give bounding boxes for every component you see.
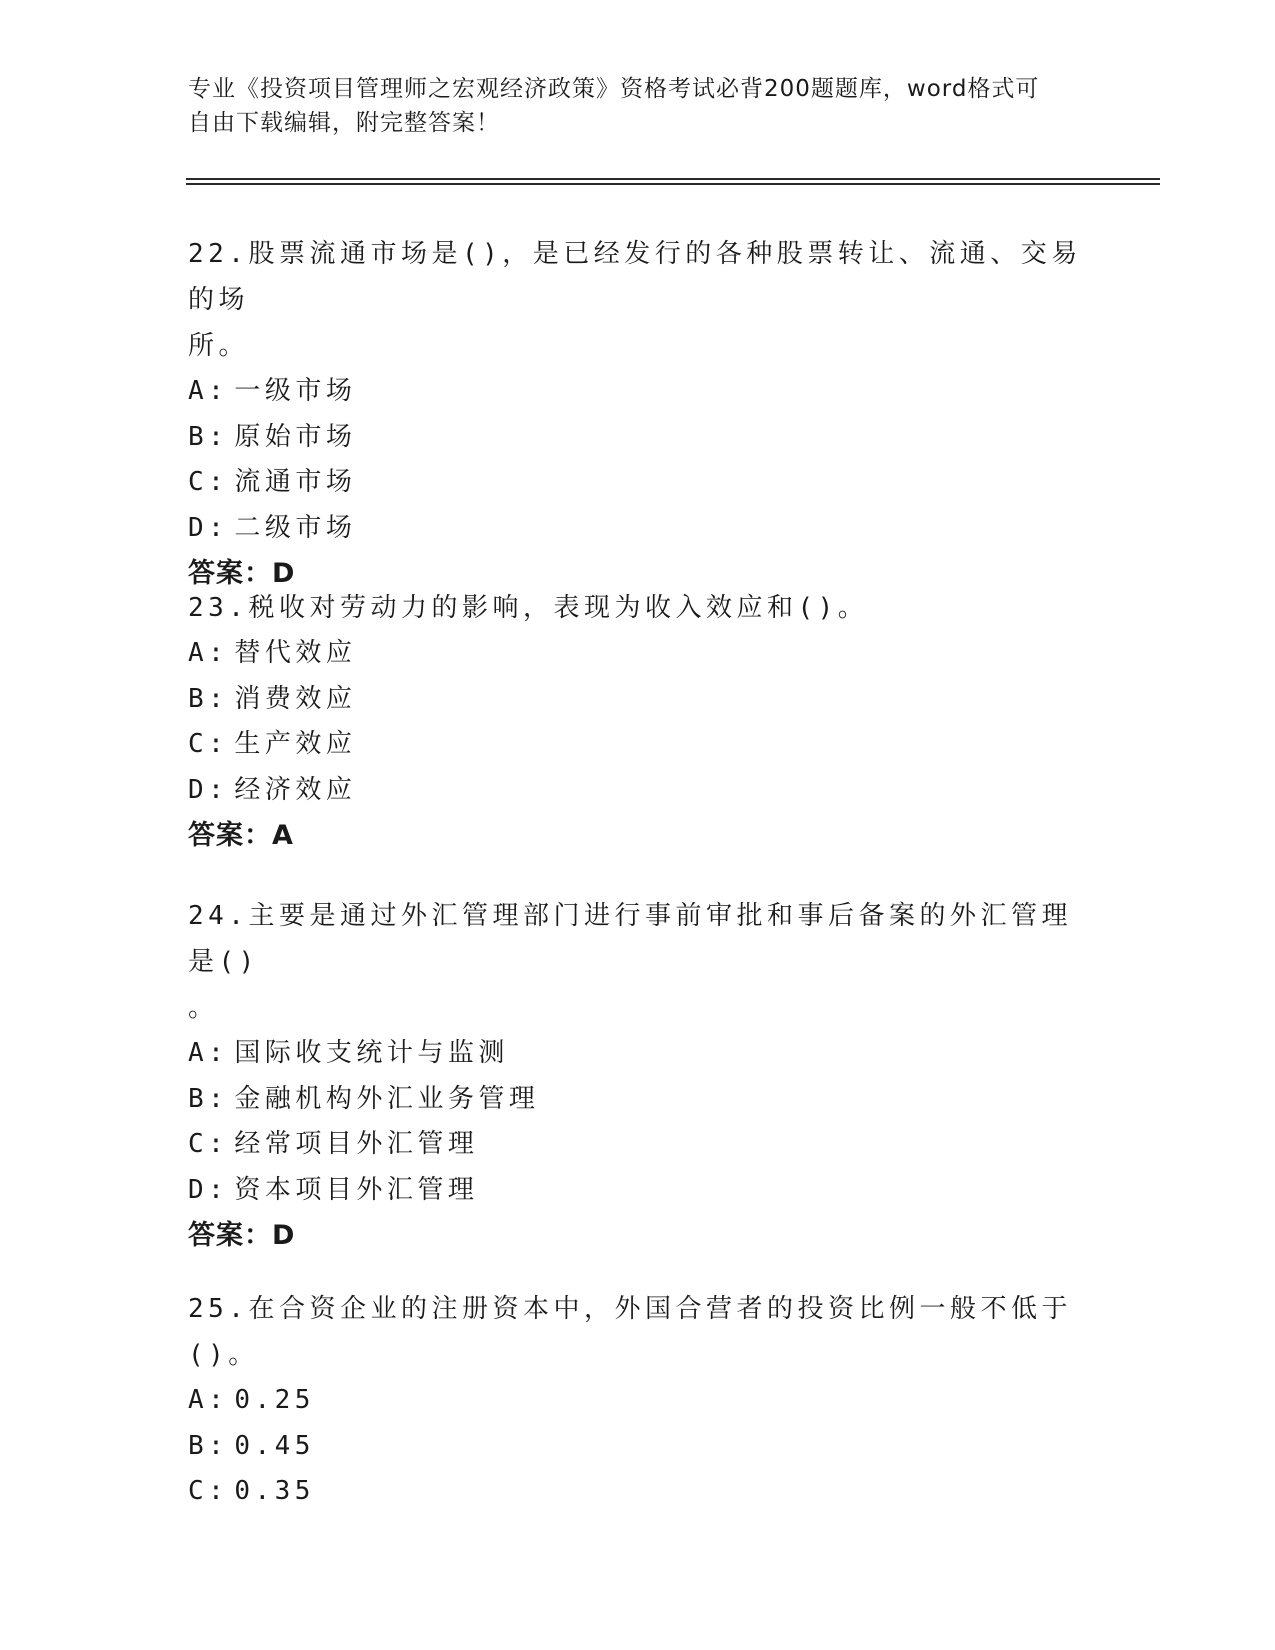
option-b	[188, 415, 1088, 461]
option-text: 生产效应	[234, 729, 357, 759]
option-text: 流通市场	[234, 467, 357, 497]
option-d	[188, 506, 1088, 552]
option-letter: C:	[188, 1476, 229, 1506]
option-text: 替代效应	[234, 638, 357, 668]
option-letter: B:	[188, 421, 229, 452]
option-b	[188, 1424, 1088, 1470]
option-c	[188, 460, 1088, 506]
option-letter: A:	[188, 376, 229, 406]
option-a	[188, 1031, 1088, 1077]
header-divider-bottom	[186, 183, 1160, 185]
option-text: 0.45	[234, 1430, 315, 1461]
question-24	[188, 893, 1088, 1259]
question-stem-line-1: 23.税收对劳动力的影响，表现为收入效应和()。	[188, 593, 869, 623]
option-letter: A:	[188, 1038, 229, 1068]
option-letter: A:	[188, 638, 229, 668]
option-c	[188, 722, 1088, 768]
option-c	[188, 1469, 1088, 1515]
question-stem-line-1: 25.在合资企业的注册资本中，外国合营者的投资比例一般不低于()。	[188, 1294, 1072, 1370]
question-23	[188, 585, 1088, 859]
option-d	[188, 1168, 1088, 1214]
question-25	[188, 1286, 1088, 1515]
option-a	[188, 1378, 1088, 1424]
option-text: 0.25	[234, 1385, 315, 1415]
question-22	[188, 231, 1088, 597]
option-text: 经济效应	[234, 774, 357, 805]
option-text: 0.35	[234, 1476, 315, 1506]
option-a	[188, 631, 1088, 677]
question-stem-line-2: 所。	[188, 331, 250, 361]
question-stem-line-2: 。	[188, 993, 219, 1023]
option-letter: D:	[188, 512, 229, 543]
option-d	[188, 768, 1088, 814]
option-text: 金融机构外汇业务管理	[234, 1083, 540, 1114]
answer-line: 答案：D	[188, 558, 296, 589]
question-stem-line-1: 22.股票流通市场是()，是已经发行的各种股票转让、流通、交易的场	[188, 239, 1082, 315]
option-text: 一级市场	[234, 376, 357, 406]
option-letter: B:	[188, 1083, 229, 1114]
option-letter: D:	[188, 774, 229, 805]
option-text: 国际收支统计与监测	[234, 1038, 509, 1068]
option-letter: B:	[188, 1430, 229, 1461]
header-line-1: 专业《投资项目管理师之宏观经济政策》资格考试必背200题题库，word格式可	[188, 76, 1040, 102]
option-text: 二级市场	[234, 512, 357, 543]
answer-line: 答案：D	[188, 1220, 296, 1251]
option-b	[188, 1077, 1088, 1123]
option-letter: C:	[188, 729, 229, 759]
option-c	[188, 1122, 1088, 1168]
option-letter: C:	[188, 1129, 229, 1159]
document-header	[188, 72, 1068, 140]
option-text: 消费效应	[234, 683, 357, 714]
option-letter: C:	[188, 467, 229, 497]
option-letter: A:	[188, 1385, 229, 1415]
option-a	[188, 369, 1088, 415]
option-text: 原始市场	[234, 421, 357, 452]
question-stem-line-1: 24.主要是通过外汇管理部门进行事前审批和事后备案的外汇管理是()	[188, 901, 1072, 977]
option-letter: B:	[188, 683, 229, 714]
answer-line: 答案：A	[188, 820, 294, 851]
option-letter: D:	[188, 1174, 229, 1205]
header-line-2: 自由下载编辑，附完整答案！	[188, 110, 500, 136]
option-b	[188, 677, 1088, 723]
header-divider-top	[186, 178, 1160, 180]
option-text: 经常项目外汇管理	[234, 1129, 479, 1159]
option-text: 资本项目外汇管理	[234, 1174, 479, 1205]
